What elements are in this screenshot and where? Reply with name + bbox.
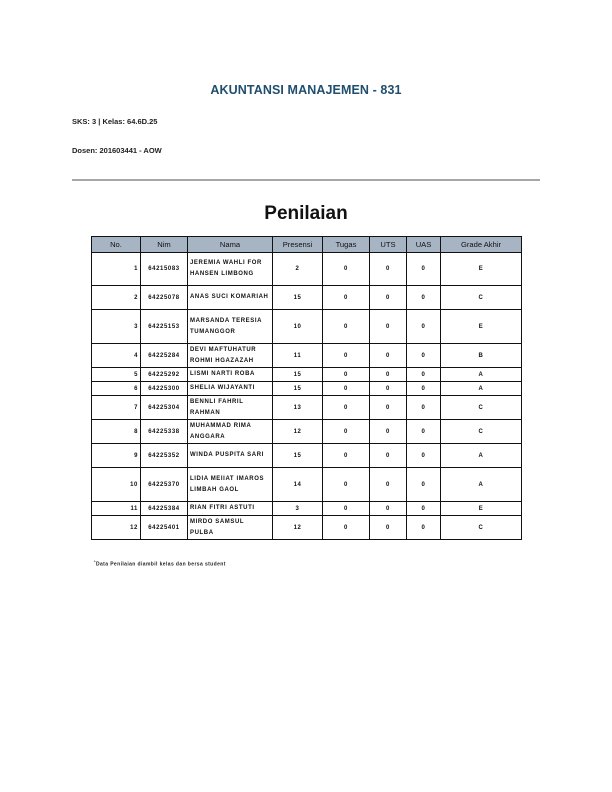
cell-uts: 0 (370, 344, 407, 368)
cell-no: 9 (92, 444, 141, 468)
cell-nim: 64225292 (141, 368, 188, 382)
table-row (92, 368, 522, 382)
cell-nim: 64225284 (141, 344, 188, 368)
cell-no: 4 (92, 344, 141, 368)
cell-grade: C (441, 396, 522, 420)
cell-presensi: 2 (273, 253, 323, 286)
header-tugas: Tugas (323, 237, 370, 253)
course-lecturer: Dosen: 201603441 - AOW (72, 146, 162, 155)
grades-table-body (92, 253, 522, 540)
cell-tugas: 0 (323, 502, 370, 516)
cell-uts: 0 (370, 516, 407, 540)
cell-nim: 64215083 (141, 253, 188, 286)
cell-grade: A (441, 382, 522, 396)
cell-uts: 0 (370, 420, 407, 444)
table-row (92, 420, 522, 444)
cell-nim: 64225153 (141, 310, 188, 344)
header-nama: Nama (188, 237, 273, 253)
cell-nama: WINDA PUSPITA SARI (188, 444, 273, 468)
cell-nama: MARSANDA TERESIA TUMANGGOR (188, 310, 273, 344)
cell-presensi: 15 (273, 286, 323, 310)
table-header-row (92, 237, 522, 253)
table-row (92, 468, 522, 502)
cell-uts: 0 (370, 468, 407, 502)
cell-tugas: 0 (323, 420, 370, 444)
header-uts: UTS (370, 237, 407, 253)
cell-no: 7 (92, 396, 141, 420)
cell-nim: 64225384 (141, 502, 188, 516)
cell-nama: RIAN FITRI ASTUTI (188, 502, 273, 516)
cell-no: 12 (92, 516, 141, 540)
cell-grade: E (441, 253, 522, 286)
cell-nama: JEREMIA WAHLI FOR HANSEN LIMBONG (188, 253, 273, 286)
cell-no: 6 (92, 382, 141, 396)
cell-no: 5 (92, 368, 141, 382)
cell-no: 1 (92, 253, 141, 286)
cell-uas: 0 (407, 344, 441, 368)
cell-no: 11 (92, 502, 141, 516)
cell-uts: 0 (370, 286, 407, 310)
cell-nama: LIDIA MEIIAT IMAROS LIMBAH GAOL (188, 468, 273, 502)
cell-presensi: 15 (273, 382, 323, 396)
cell-nama: MUHAMMAD RIMA ANGGARA (188, 420, 273, 444)
cell-uts: 0 (370, 368, 407, 382)
cell-nim: 64225304 (141, 396, 188, 420)
cell-no: 3 (92, 310, 141, 344)
table-row (92, 286, 522, 310)
cell-tugas: 0 (323, 286, 370, 310)
cell-nama: DEVI MAFTUHATUR ROHMI HGAZAZAH (188, 344, 273, 368)
cell-nama: MIRDO SAMSUL PULBA (188, 516, 273, 540)
cell-nim: 64225300 (141, 382, 188, 396)
cell-uts: 0 (370, 382, 407, 396)
cell-nim: 64225338 (141, 420, 188, 444)
grades-table (91, 236, 522, 540)
header-uas: UAS (407, 237, 441, 253)
cell-presensi: 15 (273, 368, 323, 382)
cell-presensi: 15 (273, 444, 323, 468)
cell-uts: 0 (370, 502, 407, 516)
header-nim: Nim (141, 237, 188, 253)
cell-nama: SHELIA WIJAYANTI (188, 382, 273, 396)
cell-tugas: 0 (323, 344, 370, 368)
cell-grade: A (441, 368, 522, 382)
cell-nim: 64225352 (141, 444, 188, 468)
table-row (92, 444, 522, 468)
table-row (92, 344, 522, 368)
cell-presensi: 13 (273, 396, 323, 420)
cell-nim: 64225370 (141, 468, 188, 502)
cell-tugas: 0 (323, 310, 370, 344)
cell-presensi: 12 (273, 516, 323, 540)
table-row (92, 502, 522, 516)
header-grade-akhir: Grade Akhir (441, 237, 522, 253)
cell-presensi: 12 (273, 420, 323, 444)
cell-grade: C (441, 420, 522, 444)
cell-grade: A (441, 468, 522, 502)
cell-nama: BENNLI FAHRIL RAHMAN (188, 396, 273, 420)
cell-uts: 0 (370, 310, 407, 344)
cell-uas: 0 (407, 286, 441, 310)
footnote (94, 559, 226, 568)
section-title: Penilaian (264, 203, 348, 224)
cell-uas: 0 (407, 444, 441, 468)
cell-presensi: 10 (273, 310, 323, 344)
header-presensi: Presensi (273, 237, 323, 253)
table-row (92, 382, 522, 396)
table-row (92, 396, 522, 420)
table-row (92, 516, 522, 540)
cell-grade: C (441, 286, 522, 310)
header-no: No. (92, 237, 141, 253)
footnote-marker: * (94, 559, 96, 564)
cell-grade: E (441, 502, 522, 516)
cell-nama: ANAS SUCI KOMARIAH (188, 286, 273, 310)
cell-no: 10 (92, 468, 141, 502)
cell-uas: 0 (407, 253, 441, 286)
cell-nama: LISMI NARTI ROBA (188, 368, 273, 382)
divider (72, 179, 540, 181)
cell-tugas: 0 (323, 396, 370, 420)
cell-uas: 0 (407, 502, 441, 516)
cell-presensi: 3 (273, 502, 323, 516)
cell-uts: 0 (370, 253, 407, 286)
table-row (92, 253, 522, 286)
cell-uts: 0 (370, 396, 407, 420)
cell-tugas: 0 (323, 253, 370, 286)
cell-no: 8 (92, 420, 141, 444)
cell-uas: 0 (407, 368, 441, 382)
cell-presensi: 11 (273, 344, 323, 368)
footnote-text: Data Penilaian diambil kelas dan bersa student (95, 561, 226, 568)
cell-uas: 0 (407, 420, 441, 444)
course-title: AKUNTANSI MANAJEMEN - 831 (210, 83, 402, 97)
cell-grade: A (441, 444, 522, 468)
cell-uas: 0 (407, 516, 441, 540)
cell-grade: C (441, 516, 522, 540)
cell-uas: 0 (407, 382, 441, 396)
cell-uts: 0 (370, 444, 407, 468)
cell-uas: 0 (407, 396, 441, 420)
cell-no: 2 (92, 286, 141, 310)
cell-tugas: 0 (323, 382, 370, 396)
cell-tugas: 0 (323, 444, 370, 468)
cell-grade: E (441, 310, 522, 344)
cell-grade: B (441, 344, 522, 368)
cell-uas: 0 (407, 310, 441, 344)
cell-tugas: 0 (323, 516, 370, 540)
course-sks-class: SKS: 3 | Kelas: 64.6D.25 (72, 117, 158, 126)
cell-tugas: 0 (323, 368, 370, 382)
cell-presensi: 14 (273, 468, 323, 502)
table-row (92, 310, 522, 344)
cell-tugas: 0 (323, 468, 370, 502)
cell-nim: 64225401 (141, 516, 188, 540)
cell-nim: 64225078 (141, 286, 188, 310)
cell-uas: 0 (407, 468, 441, 502)
